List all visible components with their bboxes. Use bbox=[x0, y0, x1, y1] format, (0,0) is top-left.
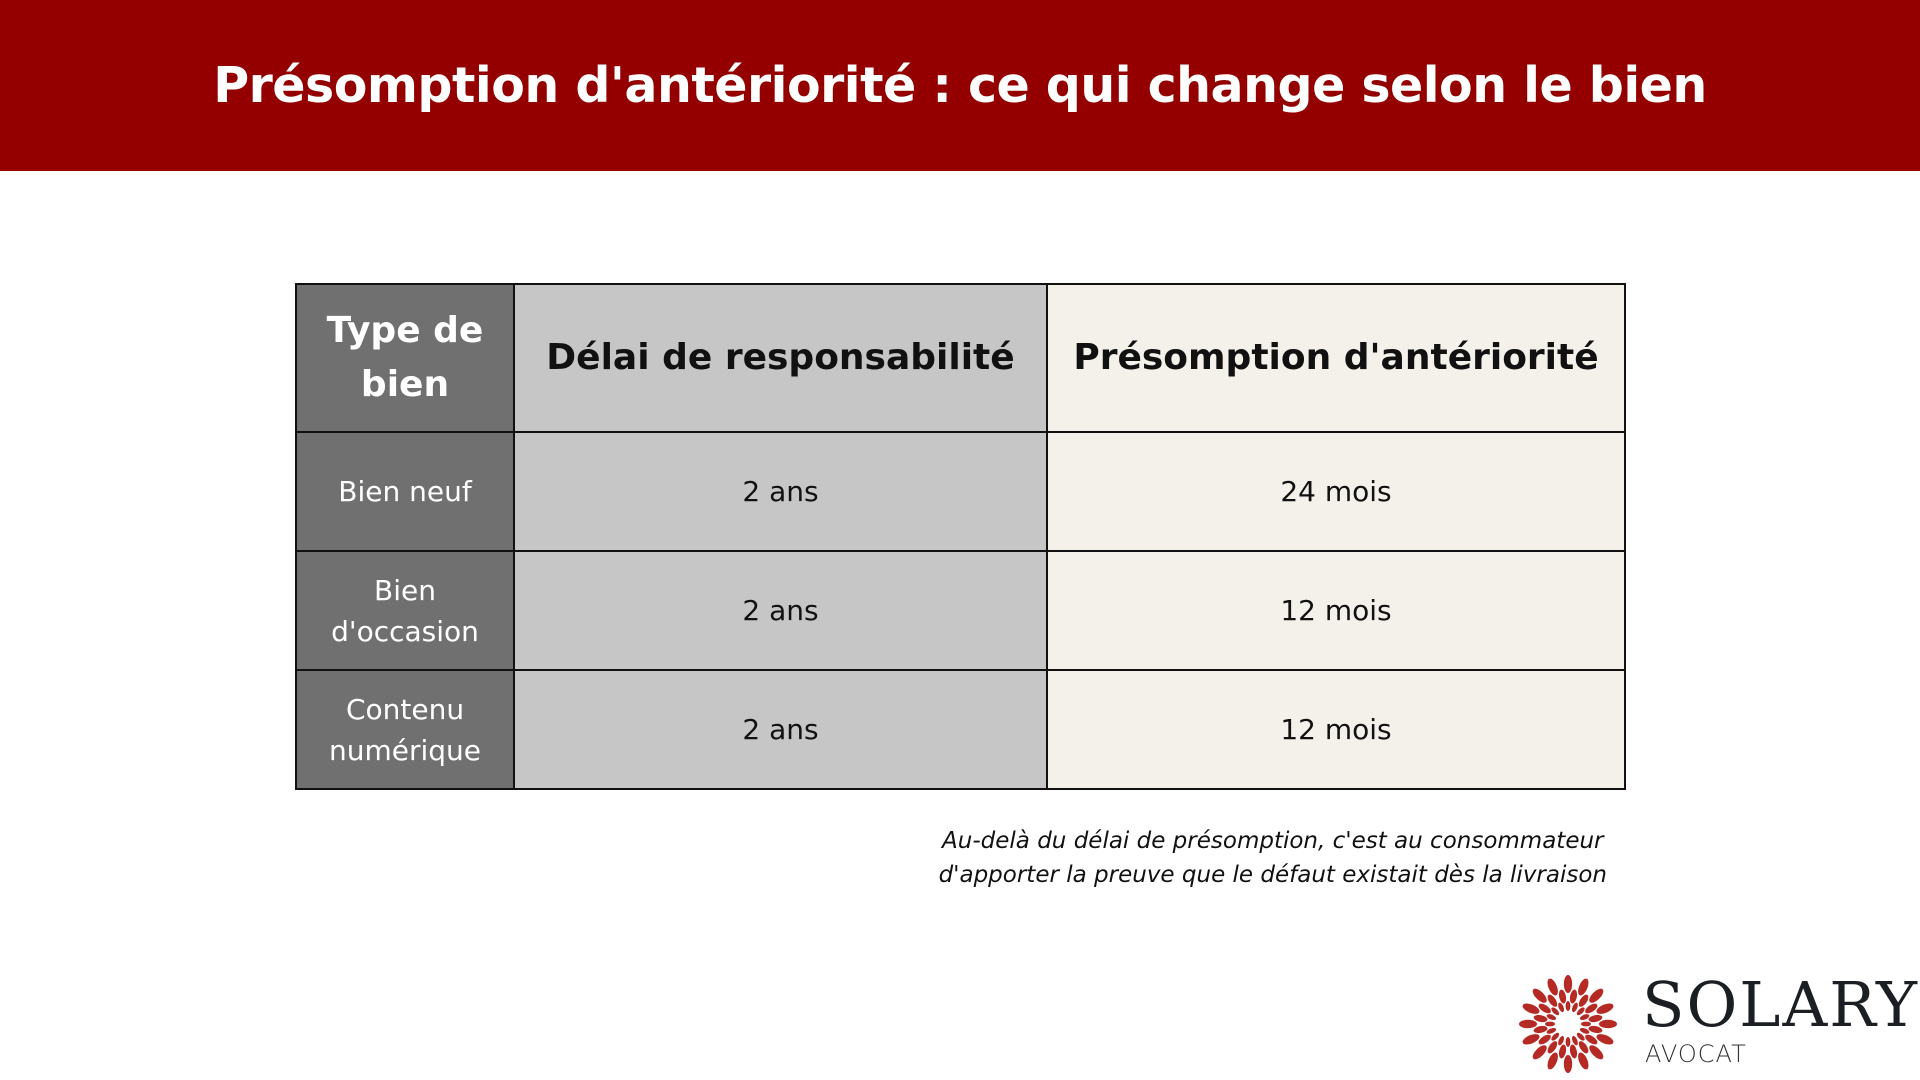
cell-delai: 2 ans bbox=[514, 670, 1047, 789]
petal bbox=[1546, 1040, 1559, 1055]
title-banner bbox=[0, 0, 1920, 171]
table-row bbox=[296, 670, 1625, 789]
petal bbox=[1576, 977, 1591, 997]
petal bbox=[1577, 993, 1590, 1008]
petal bbox=[1587, 986, 1606, 1005]
solary-logo bbox=[1518, 968, 1920, 1080]
petal bbox=[1584, 1033, 1599, 1046]
cell-delai: 2 ans bbox=[514, 551, 1047, 670]
footnote-line-1: Au-delà du délai de présomption, c'est au consommateur bbox=[942, 828, 1604, 854]
comparison-table bbox=[295, 283, 1626, 790]
petal bbox=[1537, 1002, 1552, 1015]
table-row bbox=[296, 551, 1625, 670]
petal bbox=[1577, 1040, 1590, 1055]
petal bbox=[1587, 1043, 1606, 1062]
petal bbox=[1566, 1001, 1571, 1011]
petal bbox=[1564, 1055, 1572, 1073]
cell-presomption: 24 mois bbox=[1047, 432, 1625, 551]
petal bbox=[1566, 1037, 1571, 1047]
header-type: Type de bien bbox=[296, 284, 514, 432]
cell-presomption: 12 mois bbox=[1047, 551, 1625, 670]
table-row bbox=[296, 432, 1625, 551]
petal bbox=[1595, 1032, 1615, 1047]
footnote bbox=[939, 824, 1607, 892]
petal bbox=[1519, 1020, 1537, 1028]
petal bbox=[1530, 986, 1549, 1005]
petal bbox=[1545, 1051, 1560, 1071]
header-delai: Délai de responsabilité bbox=[514, 284, 1047, 432]
petal bbox=[1530, 1043, 1549, 1062]
logo-subtitle: AVOCAT bbox=[1645, 1040, 1747, 1068]
cell-delai: 2 ans bbox=[514, 432, 1047, 551]
petal bbox=[1545, 1022, 1555, 1027]
cell-type: Bien neuf bbox=[296, 432, 514, 551]
header-presomption: Présomption d'antériorité bbox=[1047, 284, 1625, 432]
footnote-line-2: d'apporter la preuve que le défaut existait dès la livraison bbox=[938, 862, 1607, 888]
petal bbox=[1521, 1032, 1541, 1047]
cell-type: Contenu numérique bbox=[296, 670, 514, 789]
petal bbox=[1576, 1051, 1591, 1071]
flower-icon bbox=[1518, 974, 1618, 1074]
cell-type: Bien d'occasion bbox=[296, 551, 514, 670]
petal bbox=[1521, 1001, 1541, 1016]
table-header-row bbox=[296, 284, 1625, 432]
logo-name: SOLARY bbox=[1642, 968, 1919, 1041]
petal bbox=[1581, 1022, 1591, 1027]
petal bbox=[1595, 1001, 1615, 1016]
petal bbox=[1537, 1033, 1552, 1046]
petal bbox=[1564, 975, 1572, 993]
cell-presomption: 12 mois bbox=[1047, 670, 1625, 789]
page-title: Présomption d'antériorité : ce qui change selon le bien bbox=[213, 57, 1707, 114]
petal bbox=[1584, 1002, 1599, 1015]
petal bbox=[1546, 993, 1559, 1008]
petal bbox=[1599, 1020, 1617, 1028]
petal bbox=[1545, 977, 1560, 997]
